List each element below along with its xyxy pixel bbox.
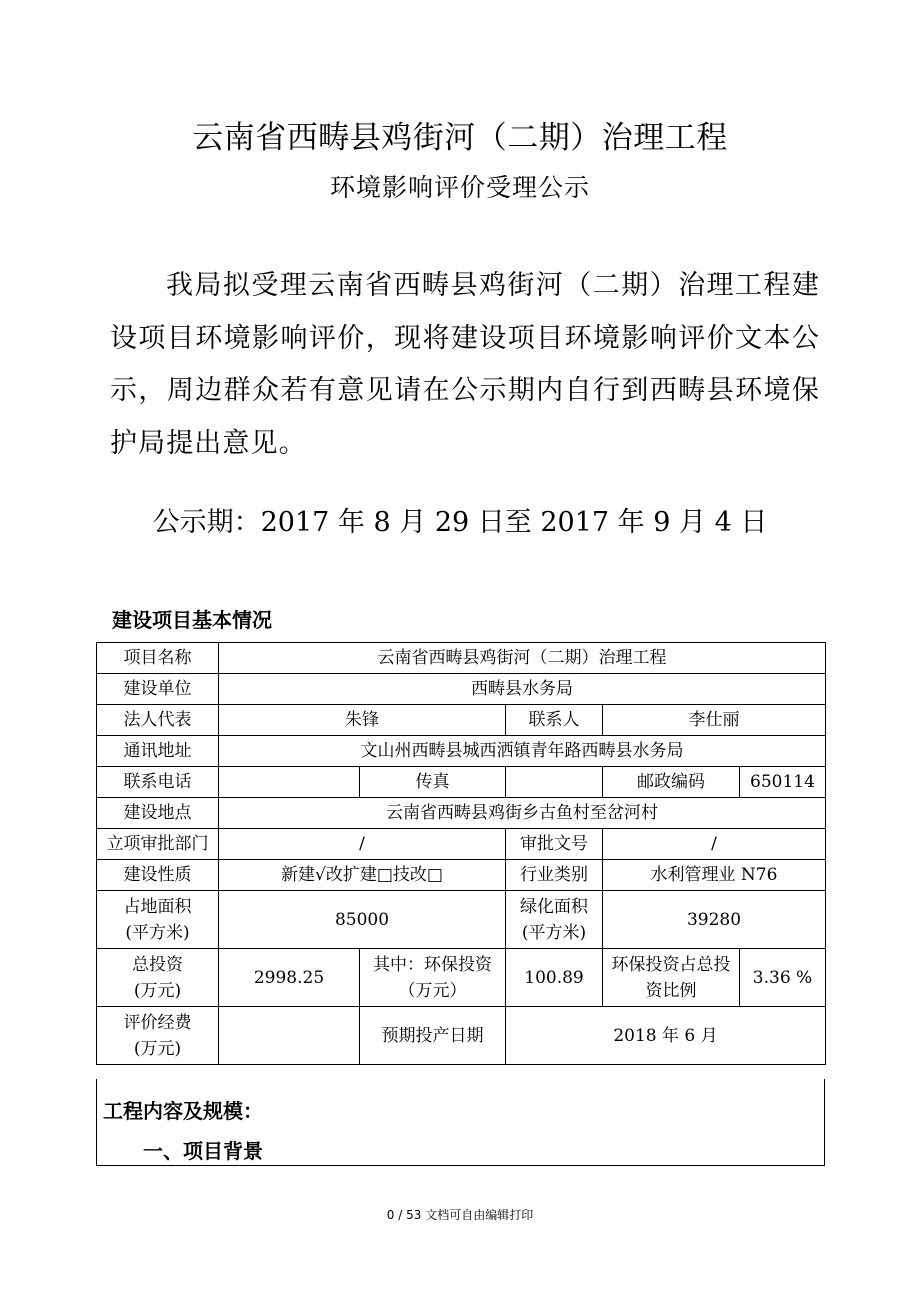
- env-invest-value: 100.89: [506, 949, 603, 1007]
- notice-paragraph: 我局拟受理云南省西畴县鸡街河（二期）治理工程建设项目环境影响评价，现将建设项目环境影响评价文本公示，周边群众若有意见请在公示期内自行到西畴县环境保护局提出意见。: [110, 270, 820, 459]
- builder-value: 西畴县水务局: [219, 674, 826, 705]
- eval-fee-label-line2: (万元): [133, 1038, 182, 1059]
- table-row: [97, 891, 826, 949]
- contact-value: 李仕丽: [603, 705, 826, 736]
- env-invest-label-line1: 其中：环保投资: [373, 954, 492, 975]
- background-heading: 一、项目背景: [143, 1139, 263, 1163]
- total-invest-label-line2: (万元): [133, 980, 182, 1001]
- fax-value: [506, 767, 603, 798]
- prod-date-label: 预期投产日期: [360, 1007, 506, 1065]
- project-content-box: [96, 1079, 825, 1166]
- postcode-label: 邮政编码: [603, 767, 740, 798]
- eval-fee-value: [219, 1007, 360, 1065]
- green-area-label: [506, 891, 603, 949]
- publicity-period: 公示期：2017 年 8 月 29 日至 2017 年 9 月 4 日: [152, 507, 768, 538]
- project-info-table: [96, 642, 826, 1065]
- table-row: [97, 798, 826, 829]
- contact-label: 联系人: [506, 705, 603, 736]
- table-row: [97, 949, 826, 1007]
- ratio-label-line2: 资比例: [645, 980, 697, 1001]
- green-area-label-line2: (平方米): [521, 922, 587, 943]
- legal-rep-value: 朱锋: [219, 705, 506, 736]
- section-heading: 建设项目基本情况: [112, 608, 272, 632]
- industry-label: 行业类别: [506, 860, 603, 891]
- nature-label: 建设性质: [97, 860, 219, 891]
- table-row: [97, 736, 826, 767]
- phone-value: [219, 767, 360, 798]
- industry-value: 水利管理业 N76: [603, 860, 826, 891]
- ratio-label-line1: 环保投资占总投: [611, 954, 731, 975]
- table-row: [97, 674, 826, 705]
- env-invest-label: [360, 949, 506, 1007]
- approval-no-value: /: [603, 829, 826, 860]
- approval-dept-label: 立项审批部门: [97, 829, 219, 860]
- document-title: 云南省西畴县鸡街河（二期）治理工程: [192, 120, 728, 156]
- address-value: 文山州西畴县城西洒镇青年路西畴县水务局: [219, 736, 826, 767]
- document-subtitle: 环境影响评价受理公示: [329, 173, 590, 202]
- eval-fee-label-line1: 评价经费: [123, 1012, 192, 1033]
- total-invest-label-line1: 总投资: [132, 954, 183, 975]
- site-value: 云南省西畴县鸡街乡古鱼村至岔河村: [219, 798, 826, 829]
- address-label: 通讯地址: [97, 736, 219, 767]
- total-invest-label: [97, 949, 219, 1007]
- postcode-value: 650114: [740, 767, 826, 798]
- table-row: [97, 705, 826, 736]
- project-name-label: 项目名称: [97, 643, 219, 674]
- table-row: [97, 829, 826, 860]
- approval-dept-value: /: [219, 829, 506, 860]
- approval-no-label: 审批文号: [506, 829, 603, 860]
- phone-label: 联系电话: [97, 767, 219, 798]
- prod-date-value: 2018 年 6 月: [506, 1007, 826, 1065]
- table-row: [97, 643, 826, 674]
- green-area-label-line1: 绿化面积: [520, 896, 588, 917]
- land-area-value: 85000: [219, 891, 506, 949]
- ratio-label: [603, 949, 740, 1007]
- project-name-value: 云南省西畴县鸡街河（二期）治理工程: [219, 643, 826, 674]
- page-footer: 0 / 53 文档可自由编辑打印: [386, 1208, 534, 1222]
- nature-value: 新建√改扩建□技改□: [219, 860, 506, 891]
- env-invest-label-line2: （万元）: [398, 980, 467, 1001]
- ratio-value: 3.36 %: [740, 949, 826, 1007]
- land-area-label-line2: (平方米): [125, 922, 190, 943]
- builder-label: 建设单位: [97, 674, 219, 705]
- land-area-label-line1: 占地面积: [123, 896, 192, 917]
- table-row: [97, 1007, 826, 1065]
- green-area-value: 39280: [603, 891, 826, 949]
- eval-fee-label: [97, 1007, 219, 1065]
- fax-label: 传真: [360, 767, 506, 798]
- total-invest-value: 2998.25: [219, 949, 360, 1007]
- land-area-label: [97, 891, 219, 949]
- content-heading: 工程内容及规模：: [103, 1099, 263, 1123]
- table-row: [97, 767, 826, 798]
- legal-rep-label: 法人代表: [97, 705, 219, 736]
- site-label: 建设地点: [97, 798, 219, 829]
- table-row: [97, 860, 826, 891]
